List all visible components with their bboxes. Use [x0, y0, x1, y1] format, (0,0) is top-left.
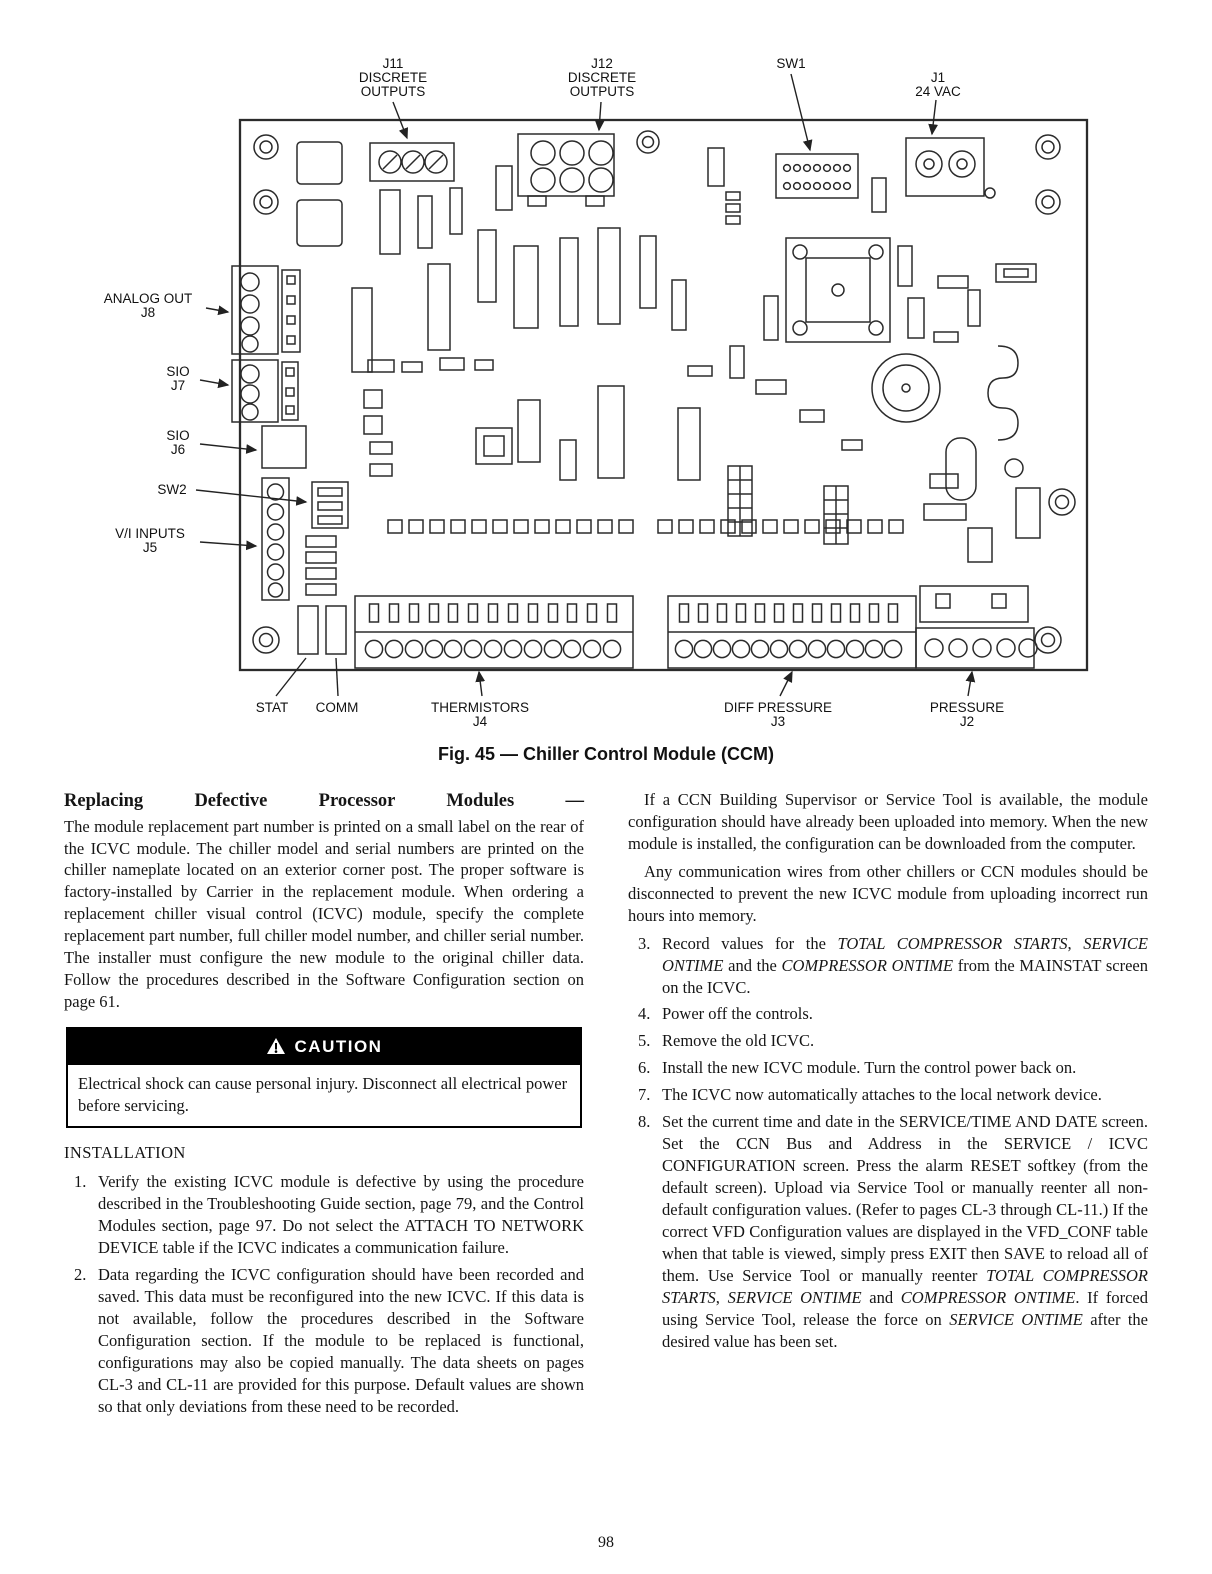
page-number: 98	[598, 1534, 614, 1551]
board-outline	[240, 120, 1087, 670]
list-text: Verify the existing ICVC module is defective by using the procedure described in the Troubleshooting Guide section, page 79, and the Control Modules section, page 97. Do not select the ATTACH TO NETWORK DEVICE table if the ICVC indicates a communication failure.	[98, 1172, 584, 1258]
label-sio-j6: SIO	[166, 428, 190, 443]
connector-stat-comm	[298, 606, 346, 654]
label-comm: COMM	[315, 700, 359, 715]
installation-heading: INSTALLATION	[64, 1142, 186, 1162]
list-item	[628, 1030, 1148, 1052]
connector-j11	[370, 143, 454, 181]
list-item	[628, 1057, 1148, 1079]
caution-header	[68, 1029, 580, 1065]
right-paragraph-1: If a CCN Building Supervisor or Service Tool is available, the module configuration should have already been uploaded into memory. When the new module is installed, the configuration can be downloaded from the computer.	[628, 790, 1148, 853]
caution-text: Electrical shock can cause personal injury. Disconnect all electrical power before servicing.	[78, 1073, 568, 1115]
label-j1-line2: 24 VAC	[915, 84, 961, 99]
right-column	[628, 789, 1148, 1423]
list-text: The ICVC now automatically attaches to the local network device.	[662, 1085, 1102, 1105]
label-j12: J12	[591, 56, 613, 71]
list-item	[64, 1264, 584, 1418]
caution-title: CAUTION	[294, 1037, 383, 1057]
jumper-bars	[306, 536, 336, 595]
label-j12-line2: DISCRETE	[567, 70, 637, 85]
label-j11-line2: DISCRETE	[358, 70, 428, 85]
terminal-strip-j3	[668, 596, 916, 668]
list-text: Set the current time and date in the SERVICE/TIME AND DATE screen. Set the CCN Bus and Address in the SERVICE / ICVC CONFIGURATION screen. Press the alarm RESET softkey (from the default screen). Upload via Service Tool or manually reenter all non-default configuration values. (Refer to pages CL-3 through CL-11.) If the correct VFD Configuration values are displayed in the VFD_CONF table when that table is viewed, simply press EXIT then SAVE to reload all of them. Use Service Tool or manually reenter TOTAL COMPRESSOR STARTS, SERVICE ONTIME and COMPRESSOR ONTIME. If forced using Service Tool, release the force on SERVICE ONTIME after the desired value has been set.	[662, 1112, 1148, 1351]
label-j7: J7	[170, 378, 186, 393]
list-number: 5.	[638, 1031, 651, 1051]
label-j4: J4	[472, 714, 488, 729]
list-number: 3.	[638, 933, 651, 953]
label-j2: J2	[959, 714, 975, 729]
relay-sockets	[297, 142, 342, 246]
label-analog-out: ANALOG OUT	[103, 291, 193, 306]
label-thermistors: THERMISTORS	[430, 700, 530, 715]
label-sw1: SW1	[776, 56, 806, 71]
main-processor	[786, 238, 912, 342]
label-j12-line3: OUTPUTS	[569, 84, 635, 99]
ccm-board-diagram	[0, 50, 1212, 740]
body-columns	[0, 789, 1212, 1423]
list-text: Remove the old ICVC.	[662, 1031, 815, 1051]
label-j8: J8	[140, 305, 156, 320]
connector-j8-analog-out	[232, 266, 300, 354]
label-j11-line3: OUTPUTS	[360, 84, 426, 99]
list-number: 4.	[638, 1004, 651, 1024]
dip-switch-sw1	[776, 154, 858, 198]
list-item	[64, 1171, 584, 1259]
list-item	[628, 1111, 1148, 1352]
label-diff-pressure: DIFF PRESSURE	[723, 700, 833, 715]
callout-lines	[196, 74, 972, 696]
connector-j6-sio	[262, 426, 306, 468]
label-j11: J11	[382, 56, 404, 71]
resistor-components	[364, 264, 1040, 562]
label-j1: J1	[930, 70, 946, 85]
terminal-strip-j4	[355, 596, 633, 668]
label-j5: J5	[142, 540, 158, 555]
label-vi-inputs: V/I INPUTS	[115, 526, 185, 541]
caution-box	[66, 1027, 582, 1127]
label-sio-j7: SIO	[166, 364, 190, 379]
list-number: 7.	[638, 1085, 651, 1105]
left-column	[64, 789, 584, 1423]
dip-switch-sw2	[312, 482, 348, 528]
buzzer	[872, 354, 940, 422]
left-paragraph-1: The module replacement part number is printed on a small label on the rear of the ICVC module. The chiller model and serial numbers are printed on the chiller nameplate located on an exterior corner post. The proper software is factory-installed by Carrier in the replacement module. When ordering a replacement chiller visual control (ICVC) module, specify the complete replacement part number, full chiller model number, and chiller serial number. The installer must configure the new module to the original chiller data. Follow the procedures described in the Software Configuration section on page 61.	[64, 816, 584, 1012]
mounting-holes	[253, 131, 1075, 653]
list-text: Record values for the TOTAL COMPRESSOR STARTS, SERVICE ONTIME and the COMPRESSOR ONTIME from the MAINSTAT screen on the ICVC.	[662, 933, 1148, 997]
connector-j5-vi-inputs	[262, 478, 289, 600]
list-text: Power off the controls.	[662, 1004, 813, 1024]
label-j3: J3	[770, 714, 786, 729]
warning-icon	[266, 1037, 286, 1055]
label-pressure: PRESSURE	[929, 700, 1005, 715]
terminal-strip-j2	[916, 586, 1037, 668]
section-heading: Replacing Defective Processor Modules —	[64, 791, 584, 811]
connector-j12	[518, 134, 614, 206]
label-sw2: SW2	[157, 482, 187, 497]
list-number: 6.	[638, 1058, 651, 1078]
label-j6: J6	[170, 442, 186, 457]
figure-block	[0, 0, 1212, 765]
right-paragraph-2: Any communication wires from other chillers or CCN modules should be disconnected to prevent the new ICVC module from uploading incorrect run hours into memory.	[628, 861, 1148, 925]
list-item	[628, 933, 1148, 999]
list-item	[628, 1084, 1148, 1106]
list-number: 1.	[74, 1172, 87, 1192]
list-item	[628, 1003, 1148, 1025]
label-stat: STAT	[255, 700, 289, 715]
connector-j7-sio	[232, 360, 298, 422]
figure-caption: Fig. 45 — Chiller Control Module (CCM)	[438, 744, 774, 764]
list-number: 2.	[74, 1265, 87, 1285]
connector-j1	[906, 138, 984, 196]
list-text: Install the new ICVC module. Turn the control power back on.	[662, 1058, 1077, 1078]
list-text: Data regarding the ICVC configuration should have been recorded and saved. This data must be reconfigured into the new ICVC. If this data is not available, follow the procedures described in the Software Configuration section. If the module to be replaced is functional, configurations may also be copied manually. The data sheets on pages CL-3 and CL-11 are provided for this purpose. Default values are shown so that only deviations from these need to be recorded.	[98, 1265, 584, 1416]
list-number: 8.	[638, 1112, 651, 1132]
terminal-pads-row	[388, 520, 903, 533]
